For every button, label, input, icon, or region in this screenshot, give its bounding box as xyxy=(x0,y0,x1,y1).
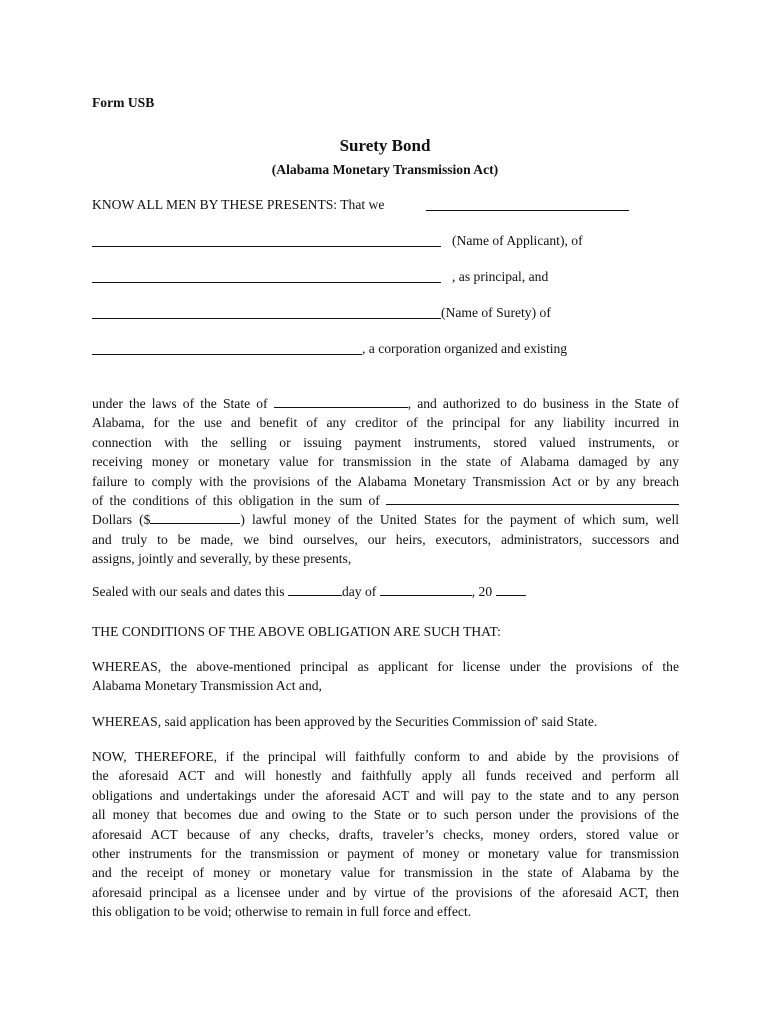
bond-line-4: receiving money or monetary value for transmission in the state of Alabama damaged by any xyxy=(92,454,679,470)
whereas1-line-1: WHEREAS, the above-mentioned principal as applicant for license under the provisions of the xyxy=(92,659,679,674)
sealed-text: Sealed with our seals and dates this xyxy=(92,584,285,599)
principal-name-blank[interactable] xyxy=(426,210,629,211)
surety-label: (Name of Surety) of xyxy=(441,305,551,320)
bond-line-1: under the laws of the State of , and authorized to do business in the State of xyxy=(92,396,679,411)
bond-line-5: failure to comply with the provisions of the Alabama Monetary Transmission Act or by any breach xyxy=(92,473,679,489)
month-blank[interactable] xyxy=(380,583,472,596)
now-line-1: NOW, THEREFORE, if the principal will faithfully conform to and abide by the provisions of xyxy=(92,749,679,764)
now-line-8: aforesaid principal as a licensee under and by virtue of the provisions of the aforesaid ACT, then xyxy=(92,884,679,900)
now-line-2: the aforesaid ACT and will honestly and faithfully apply all funds received and perform all xyxy=(92,768,679,784)
document-subtitle: (Alabama Monetary Transmission Act) xyxy=(271,162,499,177)
applicant-name-blank[interactable] xyxy=(92,246,441,247)
intro-line xyxy=(92,196,384,213)
year-blank[interactable] xyxy=(496,583,526,596)
now-line-4: all money that becomes due and owing to the State or to such person under the provisions of the xyxy=(92,807,679,823)
intro-lead: KNOW ALL MEN BY THESE PRESENTS: That we xyxy=(92,197,385,212)
now-line-7: and the receipt of money or monetary value for transmission in the state of Alabama by the xyxy=(92,865,679,881)
surety-address-blank[interactable] xyxy=(92,354,362,355)
surety-name-blank[interactable] xyxy=(92,318,441,319)
bond-line-2: Alabama, for the use and benefit of any creditor of the principal for any liability incurred in xyxy=(92,415,679,431)
applicant-address-blank[interactable] xyxy=(92,282,441,283)
bond-sum-amount-blank[interactable] xyxy=(150,511,240,524)
form-identifier: Form USB xyxy=(92,95,155,110)
day-blank[interactable] xyxy=(288,583,342,596)
now-line-3: obligations and undertakings under the aforesaid ACT and will pay to the state and to any person xyxy=(92,787,679,803)
bond-line-9: assigns, jointly and severally, by these presents, xyxy=(92,551,352,567)
principal-label: , as principal, and xyxy=(452,269,549,284)
now-line-5: aforesaid ACT because of any checks, drafts, traveler’s checks, money orders, stored value or xyxy=(92,826,679,842)
bond-line-3: connection with the selling or issuing payment instruments, stored valued instruments, or xyxy=(92,434,679,450)
now-therefore-paragraph xyxy=(92,747,679,922)
day-of-text: day of xyxy=(341,584,377,599)
whereas-paragraph-1 xyxy=(92,657,679,696)
document-title: Surety Bond xyxy=(339,136,431,155)
state-of-organization-blank[interactable] xyxy=(274,395,408,408)
whereas-paragraph-2: WHEREAS, said application has been approved by the Securities Commission of' said State. xyxy=(92,714,598,729)
bond-line-7: Dollars ($ ) lawful money of the United States for the payment of which sum, well xyxy=(92,512,679,528)
bond-sum-words-blank[interactable] xyxy=(386,492,679,505)
now-line-6: other instruments for the transmission or payment of money or monetary value for transmission xyxy=(92,846,679,862)
year-prefix-text: , 20 xyxy=(471,584,493,599)
whereas1-line-2: Alabama Monetary Transmission Act and, xyxy=(92,678,322,694)
bond-line-6: of the conditions of this obligation in the sum of xyxy=(92,491,679,510)
sealed-line xyxy=(92,583,526,600)
corporation-label: , a corporation organized and existing xyxy=(362,341,568,356)
applicant-label: (Name of Applicant), of xyxy=(452,233,583,248)
now-line-9: this obligation to be void; otherwise to remain in full force and effect. xyxy=(92,904,472,920)
bond-paragraph xyxy=(92,394,679,569)
bond-line-8: and truly to be made, we bind ourselves, our heirs, executors, administrators, successors and xyxy=(92,531,679,547)
conditions-heading: THE CONDITIONS OF THE ABOVE OBLIGATION ARE SUCH THAT: xyxy=(92,624,501,639)
